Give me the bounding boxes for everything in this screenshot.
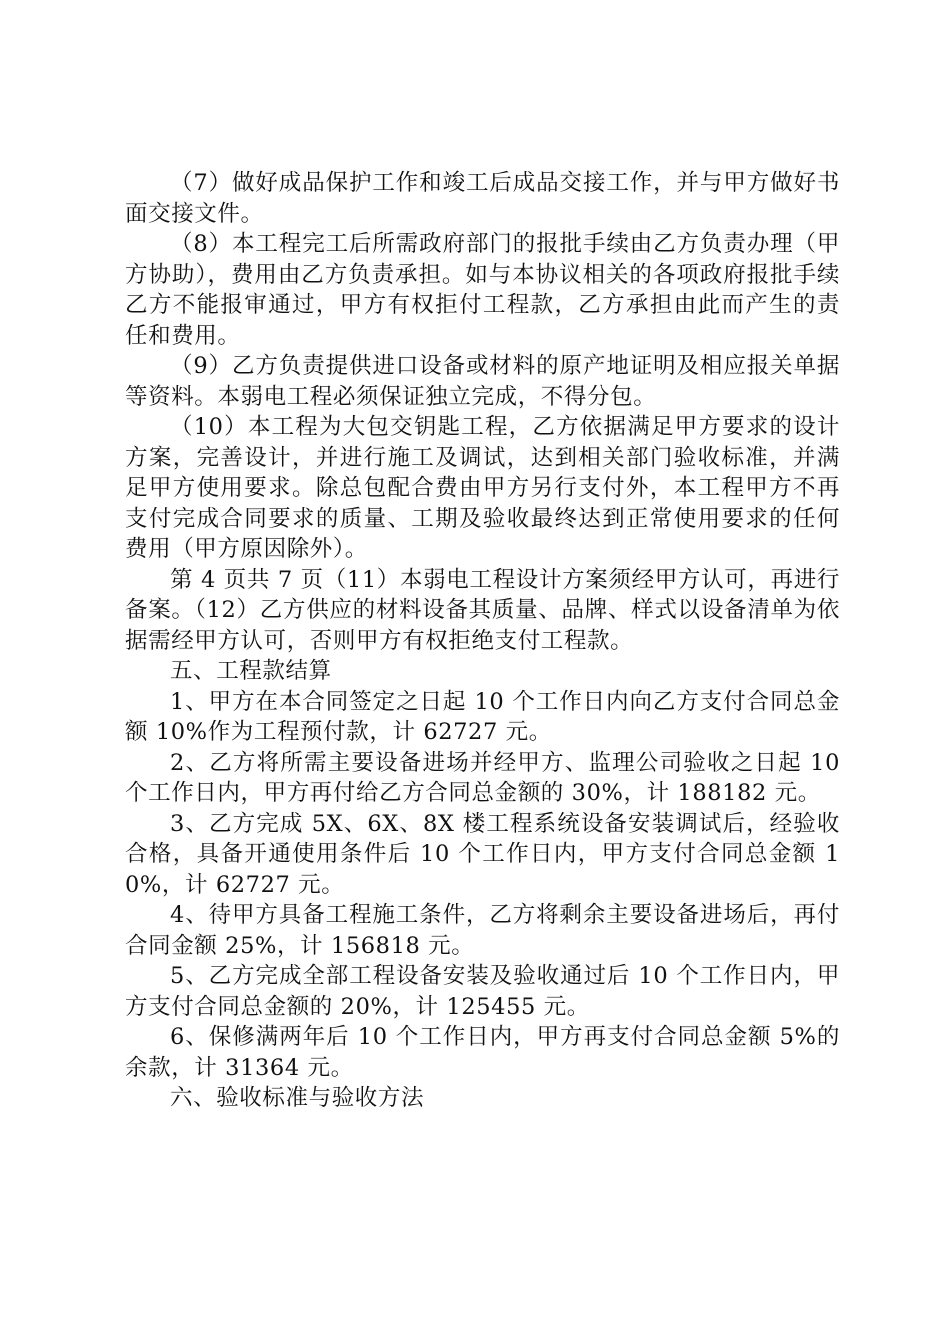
payment-item-4: 4、待甲方具备工程施工条件，乙方将剩余主要设备进场后，再付合同金额 25%，计 156818 元。 — [125, 902, 840, 959]
section-heading-acceptance: 六、验收标准与验收方法 — [170, 1085, 425, 1111]
document-body — [125, 168, 840, 1114]
payment-item-3: 3、乙方完成 5X、6X、8X 楼工程系统设备安装调试后，经验收合格，具备开通使用条件后 10 个工作日内，甲方支付合同总金额 10%，计 62727 元。 — [125, 810, 840, 898]
paragraph-item-7: （7）做好成品保护工作和竣工后成品交接工作，并与甲方做好书面交接文件。 — [125, 170, 840, 227]
payment-item-2: 2、乙方将所需主要设备进场并经甲方、监理公司验收之日起 10 个工作日内，甲方再付给乙方合同总金额的 30%，计 188182 元。 — [125, 749, 840, 806]
section-heading-payment: 五、工程款结算 — [170, 658, 332, 684]
paragraph-item-9: （9）乙方负责提供进口设备或材料的原产地证明及相应报关单据等资料。本弱电工程必须保证独立完成，不得分包。 — [125, 353, 840, 410]
paragraph-item-8: （8）本工程完工后所需政府部门的报批手续由乙方负责办理（甲方协助），费用由乙方负责承担。如与本协议相关的各项政府报批手续乙方不能报审通过，甲方有权拒付工程款，乙方承担由此而产生的责任和费用。 — [125, 231, 840, 349]
payment-item-5: 5、乙方完成全部工程设备安装及验收通过后 10 个工作日内，甲方支付合同总金额的 20%，计 125455 元。 — [125, 963, 840, 1020]
paragraph-item-10: （10）本工程为大包交钥匙工程，乙方依据满足甲方要求的设计方案，完善设计，并进行施工及调试，达到相关部门验收标准，并满足甲方使用要求。除总包配合费由甲方另行支付外，本工程甲方不再支付完成合同要求的质量、工期及验收最终达到正常使用要求的任何费用（甲方原因除外）。 — [125, 414, 840, 562]
payment-item-6: 6、保修满两年后 10 个工作日内，甲方再支付合同总金额 5%的余款，计 31364 元。 — [125, 1024, 840, 1081]
paragraph-item-11-12: 第 4 页共 7 页（11）本弱电工程设计方案须经甲方认可，再进行备案。（12）乙方供应的材料设备其质量、品牌、样式以设备清单为依据需经甲方认可，否则甲方有权拒绝支付工程款。 — [125, 566, 840, 654]
payment-item-1: 1、甲方在本合同签定之日起 10 个工作日内向乙方支付合同总金额 10%作为工程预付款，计 62727 元。 — [125, 688, 840, 745]
